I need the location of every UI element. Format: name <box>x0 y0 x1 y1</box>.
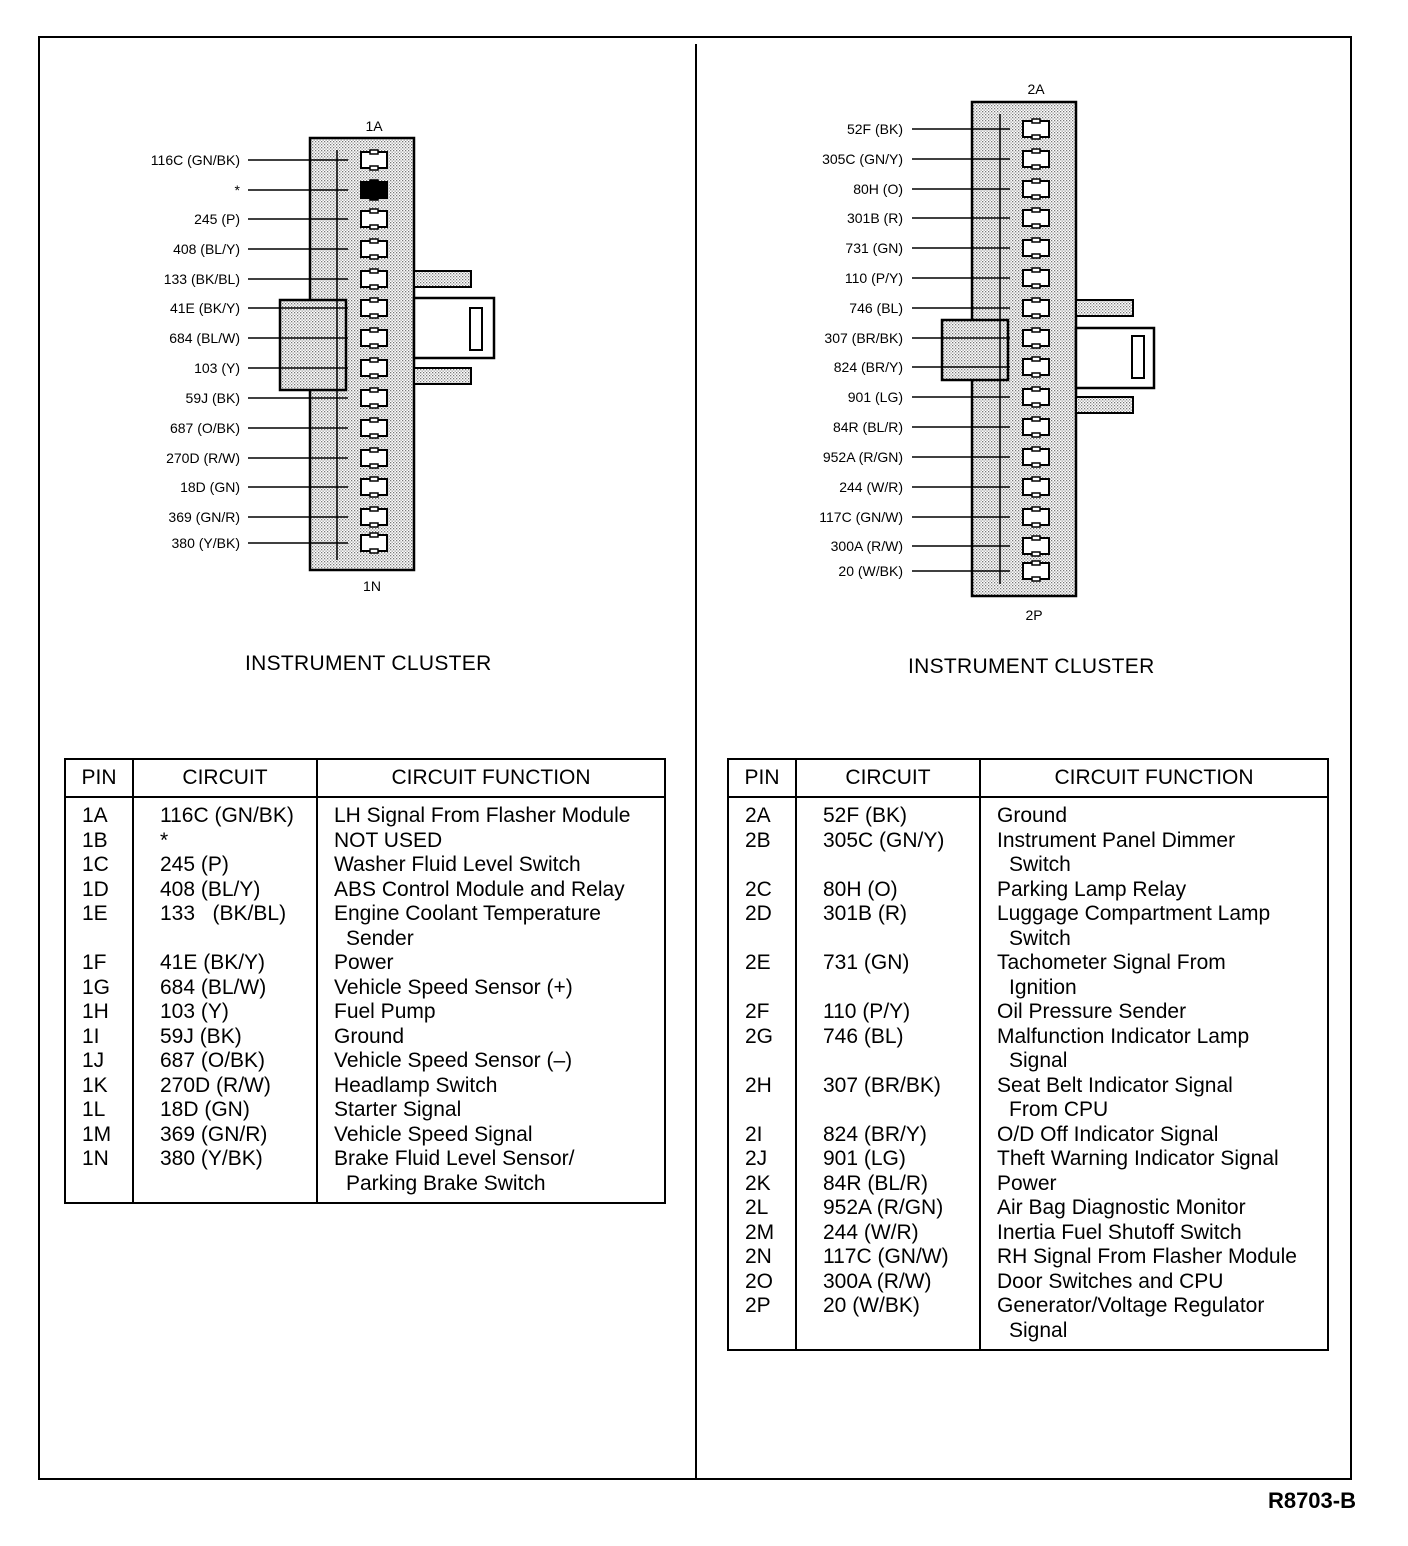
function-cell <box>980 878 1328 903</box>
table-header-row <box>728 759 1328 797</box>
circuit-cell: 901 (LG) <box>796 1147 980 1172</box>
wire-label: 80H (O) <box>853 181 903 197</box>
pin-terminal <box>361 209 387 229</box>
function-text: Door Switches and CPU <box>997 1269 1224 1293</box>
wire-label: 103 (Y) <box>194 360 240 376</box>
function-text: Tachometer Signal From <box>997 951 1226 974</box>
function-cell <box>317 976 665 1001</box>
circuit-cell: 80H (O) <box>796 878 980 903</box>
figure-reference: R8703-B <box>1267 1488 1356 1513</box>
function-text-continued: Ignition <box>1009 975 1077 999</box>
function-text: Oil Pressure Sender <box>997 1000 1187 1023</box>
circuit-cell: 116C (GN/BK) <box>133 797 317 829</box>
function-text: ABS Control Module and Relay <box>334 877 625 901</box>
function-cell <box>980 1245 1328 1270</box>
pin-terminal <box>361 533 387 553</box>
function-text: Brake Fluid Level Sensor/ <box>334 1147 575 1170</box>
pin-cell: 2M <box>728 1221 796 1246</box>
wire-label: 824 (BR/Y) <box>833 359 903 375</box>
circuit-cell: 59J (BK) <box>133 1025 317 1050</box>
wire-label: 18D (GN) <box>180 479 240 495</box>
right-panel <box>700 0 1400 1480</box>
circuit-cell: 380 (Y/BK) <box>133 1147 317 1203</box>
function-text-continued: From CPU <box>1009 1098 1109 1121</box>
function-cell <box>317 878 665 903</box>
pin-cell: 1I <box>65 1025 133 1050</box>
circuit-cell: 41E (BK/Y) <box>133 951 317 976</box>
function-cell <box>980 1000 1328 1025</box>
pin-cell: 2D <box>728 902 796 951</box>
header-pin: PIN <box>728 759 796 797</box>
table-row <box>728 829 1328 878</box>
circuit-cell: 746 (BL) <box>796 1025 980 1074</box>
wire-label: 52F (BK) <box>846 121 903 137</box>
circuit-cell: 18D (GN) <box>133 1098 317 1123</box>
function-text: Vehicle Speed Signal <box>334 1122 533 1146</box>
header-pin: PIN <box>65 759 133 797</box>
wire-label: 952A (R/GN) <box>822 449 903 465</box>
function-text-continued: Signal <box>1009 1318 1068 1342</box>
pin-cell: 1D <box>65 878 133 903</box>
right-cluster-title: INSTRUMENT CLUSTER <box>908 655 1155 678</box>
circuit-cell: 244 (W/R) <box>796 1221 980 1246</box>
pin-terminal <box>1023 447 1049 467</box>
table-row <box>65 1000 665 1025</box>
pin-cell: 1J <box>65 1049 133 1074</box>
pin-terminal <box>1023 357 1049 377</box>
table-row <box>728 1294 1328 1350</box>
function-text-continued: Sender <box>346 926 414 950</box>
wire-label: 41E (BK/Y) <box>169 300 240 316</box>
function-text: RH Signal From Flasher Module <box>997 1245 1297 1268</box>
circuit-cell: 300A (R/W) <box>796 1270 980 1295</box>
table-row <box>65 976 665 1001</box>
connector-top-label: 1A <box>365 118 383 134</box>
latch-slot <box>1132 336 1144 378</box>
table-row <box>65 1049 665 1074</box>
pin-cell: 2E <box>728 951 796 1000</box>
function-cell <box>317 1000 665 1025</box>
table-row <box>728 1000 1328 1025</box>
left-connector-diagram <box>0 0 700 620</box>
pin-terminal <box>1023 561 1049 581</box>
header-function: CIRCUIT FUNCTION <box>317 759 665 797</box>
pin-terminal <box>1023 328 1049 348</box>
function-cell <box>317 797 665 829</box>
pin-cell: 2B <box>728 829 796 878</box>
wire-label: 305C (GN/Y) <box>822 151 903 167</box>
function-text: O/D Off Indicator Signal <box>997 1122 1219 1146</box>
wire-label: 901 (LG) <box>847 389 903 405</box>
left-cluster-title: INSTRUMENT CLUSTER <box>245 652 492 675</box>
table-header-row <box>65 759 665 797</box>
function-text: Engine Coolant Temperature <box>334 902 601 925</box>
table-row <box>65 951 665 976</box>
connector-shroud <box>942 320 1008 380</box>
pin-cell: 2H <box>728 1074 796 1123</box>
pin-cell: 1E <box>65 902 133 951</box>
circuit-cell: 84R (BL/R) <box>796 1172 980 1197</box>
function-text: Luggage Compartment Lamp <box>997 902 1271 925</box>
wire-label: 301B (R) <box>846 210 903 226</box>
circuit-cell: 687 (O/BK) <box>133 1049 317 1074</box>
function-text-continued: Parking Brake Switch <box>346 1171 546 1195</box>
pin-terminal <box>361 507 387 527</box>
pin-terminal <box>1023 387 1049 407</box>
circuit-cell: 20 (W/BK) <box>796 1294 980 1350</box>
pin-cell: 2N <box>728 1245 796 1270</box>
function-text: Vehicle Speed Sensor (–) <box>334 1049 573 1072</box>
function-text: Vehicle Speed Sensor (+) <box>334 975 573 999</box>
pin-cell: 1M <box>65 1123 133 1148</box>
function-cell <box>317 853 665 878</box>
circuit-cell: 369 (GN/R) <box>133 1123 317 1148</box>
wire-label: 117C (GN/W) <box>819 509 903 525</box>
pin-terminal <box>361 180 387 200</box>
table-row <box>65 1147 665 1203</box>
pin-terminal <box>1023 268 1049 288</box>
wire-label: 20 (W/BK) <box>838 563 903 579</box>
circuit-cell: 270D (R/W) <box>133 1074 317 1099</box>
wire-label: 110 (P/Y) <box>844 270 903 286</box>
function-text: Seat Belt Indicator Signal <box>997 1073 1233 1097</box>
table-row <box>65 1025 665 1050</box>
function-text: Starter Signal <box>334 1098 462 1121</box>
function-text: Power <box>997 1171 1057 1195</box>
function-cell <box>317 1098 665 1123</box>
pin-terminal <box>361 269 387 289</box>
table-row <box>65 853 665 878</box>
function-cell <box>980 829 1328 878</box>
function-text: LH Signal From Flasher Module <box>334 804 631 827</box>
circuit-cell: 245 (P) <box>133 853 317 878</box>
pin-cell: 2L <box>728 1196 796 1221</box>
circuit-cell: 307 (BR/BK) <box>796 1074 980 1123</box>
header-function: CIRCUIT FUNCTION <box>980 759 1328 797</box>
wire-label: 746 (BL) <box>849 300 903 316</box>
pin-cell: 2J <box>728 1147 796 1172</box>
function-text: Air Bag Diagnostic Monitor <box>997 1196 1246 1219</box>
header-circuit: CIRCUIT <box>796 759 980 797</box>
table-row <box>65 878 665 903</box>
function-text: Headlamp Switch <box>334 1073 498 1097</box>
pin-cell: 2A <box>728 797 796 829</box>
pin-terminal <box>361 328 387 348</box>
pin-terminal <box>361 150 387 170</box>
table-row <box>728 1245 1328 1270</box>
function-cell <box>980 1172 1328 1197</box>
table-row <box>728 878 1328 903</box>
connector-tab <box>1076 397 1133 413</box>
function-cell <box>317 1049 665 1074</box>
circuit-cell: 110 (P/Y) <box>796 1000 980 1025</box>
table-row <box>65 1123 665 1148</box>
function-text: Malfunction Indicator Lamp <box>997 1024 1250 1048</box>
pin-cell: 2F <box>728 1000 796 1025</box>
function-cell <box>980 797 1328 829</box>
pin-cell: 1H <box>65 1000 133 1025</box>
table-row <box>728 951 1328 1000</box>
header-circuit: CIRCUIT <box>133 759 317 797</box>
table-row <box>65 829 665 854</box>
function-cell <box>980 1123 1328 1148</box>
table-row <box>65 1074 665 1099</box>
pin-terminal <box>361 358 387 378</box>
pin-cell: 2O <box>728 1270 796 1295</box>
circuit-cell: 305C (GN/Y) <box>796 829 980 878</box>
function-text: Parking Lamp Relay <box>997 877 1187 901</box>
pin-terminal <box>361 477 387 497</box>
function-cell <box>980 951 1328 1000</box>
function-text: Instrument Panel Dimmer <box>997 828 1236 852</box>
pin-cell: 1K <box>65 1074 133 1099</box>
pin-terminal <box>361 448 387 468</box>
connector-bottom-label: 2P <box>1025 607 1043 623</box>
wire-label: 133 (BK/BL) <box>163 271 240 287</box>
pin-cell: 1N <box>65 1147 133 1203</box>
left-pin-table <box>64 758 666 1204</box>
function-text: Inertia Fuel Shutoff Switch <box>997 1220 1242 1244</box>
left-panel <box>0 0 700 1480</box>
function-cell <box>980 1074 1328 1123</box>
pin-terminal <box>361 239 387 259</box>
circuit-cell: 952A (R/GN) <box>796 1196 980 1221</box>
function-cell <box>317 951 665 976</box>
connector-tab <box>414 271 471 287</box>
table-row <box>728 902 1328 951</box>
function-text: Ground <box>997 804 1068 827</box>
table-row <box>65 902 665 951</box>
function-cell <box>980 1294 1328 1350</box>
wire-label: 270D (R/W) <box>166 450 240 466</box>
function-cell <box>980 1147 1328 1172</box>
wire-label: * <box>234 182 240 198</box>
circuit-cell: 117C (GN/W) <box>796 1245 980 1270</box>
function-cell <box>317 902 665 951</box>
table-row <box>728 797 1328 829</box>
circuit-cell: 824 (BR/Y) <box>796 1123 980 1148</box>
circuit-cell: 301B (R) <box>796 902 980 951</box>
wire-label: 307 (BR/BK) <box>824 330 903 346</box>
pin-cell: 2I <box>728 1123 796 1148</box>
wire-label: 369 (GN/R) <box>168 509 240 525</box>
function-cell <box>317 829 665 854</box>
pin-terminal <box>1023 208 1049 228</box>
function-text: Ground <box>334 1024 405 1048</box>
circuit-cell: 731 (GN) <box>796 951 980 1000</box>
function-cell <box>317 1074 665 1099</box>
function-cell <box>980 902 1328 951</box>
circuit-cell: 133 (BK/BL) <box>133 902 317 951</box>
wire-label: 245 (P) <box>194 211 240 227</box>
pin-cell: 1G <box>65 976 133 1001</box>
pin-terminal <box>1023 149 1049 169</box>
wire-label: 380 (Y/BK) <box>171 535 240 551</box>
function-text-continued: Signal <box>1009 1049 1068 1072</box>
wire-label: 300A (R/W) <box>830 538 903 554</box>
wire-label: 59J (BK) <box>185 390 240 406</box>
pin-terminal <box>1023 536 1049 556</box>
right-connector-diagram <box>700 0 1400 640</box>
circuit-cell: 408 (BL/Y) <box>133 878 317 903</box>
wire-label: 244 (W/R) <box>839 479 903 495</box>
pin-cell: 2C <box>728 878 796 903</box>
pin-terminal <box>361 388 387 408</box>
function-text: Power <box>334 951 394 974</box>
table-row <box>728 1074 1328 1123</box>
wire-label: 731 (GN) <box>845 240 903 256</box>
pin-terminal <box>361 418 387 438</box>
circuit-cell: * <box>133 829 317 854</box>
table-row <box>65 797 665 829</box>
table-row <box>728 1270 1328 1295</box>
function-text: Washer Fluid Level Switch <box>334 853 581 876</box>
connector-tab <box>1076 300 1133 316</box>
function-cell <box>317 1147 665 1203</box>
circuit-cell: 52F (BK) <box>796 797 980 829</box>
table-row <box>728 1123 1328 1148</box>
function-cell <box>980 1221 1328 1246</box>
right-pin-table <box>727 758 1329 1351</box>
wire-label: 687 (O/BK) <box>169 420 240 436</box>
function-text: NOT USED <box>334 828 443 852</box>
pin-cell: 2G <box>728 1025 796 1074</box>
pin-terminal <box>1023 298 1049 318</box>
pin-terminal <box>361 298 387 318</box>
pin-cell: 1L <box>65 1098 133 1123</box>
function-text: Fuel Pump <box>334 1000 436 1023</box>
pin-cell: 2K <box>728 1172 796 1197</box>
table-row <box>728 1221 1328 1246</box>
function-cell <box>980 1025 1328 1074</box>
pin-cell: 1C <box>65 853 133 878</box>
wire-label: 84R (BL/R) <box>832 419 903 435</box>
connector-shroud <box>280 300 346 390</box>
function-text-continued: Switch <box>1009 853 1071 876</box>
function-cell <box>317 1123 665 1148</box>
circuit-cell: 103 (Y) <box>133 1000 317 1025</box>
table-row <box>728 1025 1328 1074</box>
pin-terminal <box>1023 507 1049 527</box>
wire-label: 116C (GN/BK) <box>150 152 240 168</box>
pin-cell: 1F <box>65 951 133 976</box>
circuit-cell: 684 (BL/W) <box>133 976 317 1001</box>
pin-cell: 2P <box>728 1294 796 1350</box>
pin-terminal <box>1023 477 1049 497</box>
function-cell <box>317 1025 665 1050</box>
pin-cell: 1B <box>65 829 133 854</box>
function-cell <box>980 1196 1328 1221</box>
pin-terminal <box>1023 119 1049 139</box>
pin-cell: 1A <box>65 797 133 829</box>
connector-tab <box>414 368 471 384</box>
wire-label: 684 (BL/W) <box>169 330 240 346</box>
connector-top-label: 2A <box>1027 81 1045 97</box>
pin-terminal <box>1023 238 1049 258</box>
function-text: Generator/Voltage Regulator <box>997 1294 1265 1317</box>
table-row <box>728 1147 1328 1172</box>
table-row <box>728 1196 1328 1221</box>
latch-slot <box>470 308 482 350</box>
wire-label: 408 (BL/Y) <box>173 241 240 257</box>
function-text: Theft Warning Indicator Signal <box>997 1147 1279 1170</box>
table-row <box>728 1172 1328 1197</box>
table-row <box>65 1098 665 1123</box>
function-cell <box>980 1270 1328 1295</box>
pin-terminal <box>1023 417 1049 437</box>
connector-bottom-label: 1N <box>363 578 381 594</box>
pin-terminal <box>1023 179 1049 199</box>
function-text-continued: Switch <box>1009 926 1071 950</box>
